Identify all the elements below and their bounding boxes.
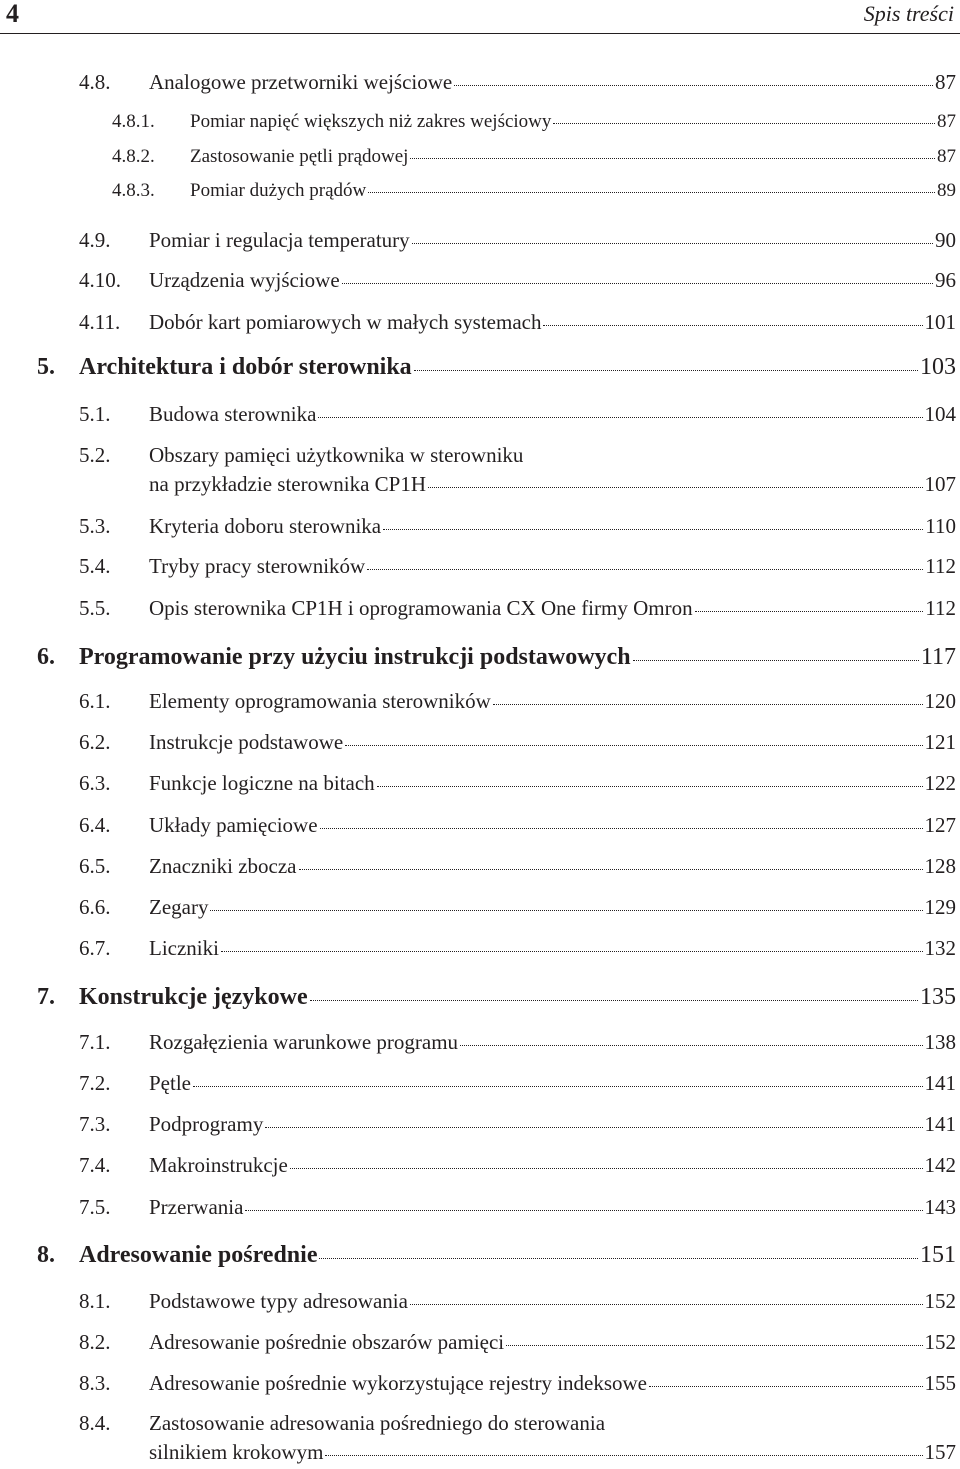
toc-entry[interactable] [79, 1112, 956, 1137]
toc-entry-page: 87 [935, 70, 956, 94]
toc-entry-number: 6.6. [79, 895, 111, 919]
toc-entry-page: 87 [937, 146, 956, 167]
toc-entry-number: 6.7. [79, 936, 111, 960]
toc-entry-page: 112 [925, 554, 956, 578]
toc-entry-page: 141 [924, 1112, 956, 1136]
toc-entry[interactable] [79, 1071, 956, 1096]
toc-entry[interactable] [79, 936, 956, 961]
toc-entry[interactable] [79, 514, 956, 539]
toc-entry-number: 7.5. [79, 1195, 111, 1219]
toc-entry[interactable] [79, 771, 956, 796]
dot-leader [695, 611, 924, 612]
dot-leader [221, 951, 923, 952]
toc-entry-page: 142 [924, 1153, 956, 1177]
toc-entry[interactable] [79, 554, 956, 579]
toc-entry[interactable] [79, 1289, 956, 1314]
toc-entry-number: 7.3. [79, 1112, 111, 1136]
toc-entry-page: 120 [924, 689, 956, 713]
toc-entry-number: 6.2. [79, 730, 111, 754]
toc-entry-number: 4.8. [79, 70, 111, 94]
toc-entry-title: Zegary [149, 895, 209, 919]
toc-entry-number: 4.9. [79, 228, 111, 252]
toc-entry-number: 4.11. [79, 310, 121, 334]
toc-entry-title: Makroinstrukcje [149, 1153, 288, 1177]
toc-entry-page: 101 [924, 310, 956, 334]
toc-entry[interactable] [37, 984, 956, 1011]
toc-entry[interactable] [79, 1371, 956, 1396]
dot-leader [319, 1258, 918, 1259]
toc-entry-number: 5. [37, 354, 55, 380]
toc-entry-title: Instrukcje podstawowe [149, 730, 344, 754]
dot-leader [325, 1455, 922, 1456]
toc-entry-page: 90 [935, 228, 956, 252]
toc-entry-number: 4.8.1. [112, 111, 155, 132]
dot-leader [310, 1000, 918, 1001]
toc-entry-page: 107 [924, 472, 956, 496]
toc-entry-page: 128 [924, 854, 956, 878]
toc-entry-title: Adresowanie pośrednie [79, 1242, 318, 1268]
dot-leader [412, 243, 933, 244]
toc-entry-title: Elementy oprogramowania sterowników [149, 689, 491, 713]
toc-entry-title: Programowanie przy użyciu instrukcji podstawowych [79, 644, 631, 670]
toc-entry-page: 89 [937, 180, 956, 201]
toc-entry-number: 5.3. [79, 514, 111, 538]
dot-leader [410, 158, 935, 159]
toc-entry-number: 8.4. [79, 1411, 111, 1435]
page-number: 4 [6, 0, 19, 28]
toc-entry[interactable] [79, 310, 956, 335]
dot-leader [193, 1086, 923, 1087]
toc-entry-number: 4.8.2. [112, 146, 155, 167]
dot-leader [210, 910, 922, 911]
dot-leader [428, 487, 922, 488]
toc-entry[interactable] [79, 443, 956, 497]
toc-entry-page: 127 [924, 813, 956, 837]
toc-entry-page: 87 [937, 111, 956, 132]
dot-leader [553, 123, 935, 124]
toc-entry[interactable] [37, 1242, 956, 1269]
toc-entry-number: 5.5. [79, 596, 111, 620]
dot-leader [265, 1127, 922, 1128]
toc-entry-title: Konstrukcje językowe [79, 984, 308, 1010]
toc-entry[interactable] [79, 402, 956, 427]
toc-entry-page: 157 [924, 1440, 956, 1464]
toc-entry[interactable] [79, 228, 956, 253]
dot-leader [345, 745, 922, 746]
toc-entry-title: Liczniki [149, 936, 219, 960]
toc-entry-number: 6.3. [79, 771, 111, 795]
toc-entry[interactable] [79, 689, 956, 714]
toc-entry-number: 8.2. [79, 1330, 111, 1354]
dot-leader [290, 1168, 923, 1169]
toc-entry-title: Budowa sterownika [149, 402, 317, 426]
dot-leader [410, 1304, 923, 1305]
toc-entry[interactable] [79, 268, 956, 293]
toc-entry-title: Architektura i dobór sterownika [79, 354, 412, 380]
toc-entry-number: 6.1. [79, 689, 111, 713]
dot-leader [460, 1045, 922, 1046]
toc-entry-number: 4.10. [79, 268, 121, 292]
toc-entry-title: Układy pamięciowe [149, 813, 318, 837]
toc-entry-title: Kryteria doboru sterownika [149, 514, 382, 538]
toc-entry-title: Obszary pamięci użytkownika w sterowniku [149, 443, 524, 467]
toc-entry-page: 135 [920, 984, 956, 1010]
dot-leader [320, 828, 923, 829]
toc-entry-number: 7.1. [79, 1030, 111, 1054]
toc-entry-title: Znaczniki zbocza [149, 854, 297, 878]
toc-entry-title: Rozgałęzienia warunkowe programu [149, 1030, 459, 1054]
toc-entry-number: 7.4. [79, 1153, 111, 1177]
toc-entry[interactable] [112, 146, 956, 168]
toc-entry-number: 7. [37, 984, 55, 1010]
toc-entry-title: Przerwania [149, 1195, 244, 1219]
dot-leader [543, 325, 922, 326]
dot-leader [368, 192, 935, 193]
toc-entry[interactable] [79, 1330, 956, 1355]
toc-entry-page: 143 [924, 1195, 956, 1219]
toc-entry-page: 129 [924, 895, 956, 919]
dot-leader [506, 1345, 922, 1346]
dot-leader [245, 1210, 922, 1211]
toc-entry[interactable] [79, 596, 956, 621]
dot-leader [318, 417, 922, 418]
toc-entry-title: Analogowe przetworniki wejściowe [149, 70, 453, 94]
toc-entry-page: 104 [924, 402, 956, 426]
toc-entry[interactable] [37, 644, 956, 671]
toc-entry-number: 8. [37, 1242, 55, 1268]
dot-leader [454, 85, 933, 86]
toc-entry-page: 122 [924, 771, 956, 795]
toc-entry-title: Pomiar i regulacja temperatury [149, 228, 410, 252]
toc-entry[interactable] [79, 1411, 956, 1465]
toc-entry-title: Tryby pracy sterowników [149, 554, 366, 578]
toc-entry-title: Pomiar dużych prądów [190, 180, 367, 201]
toc-entry-page: 141 [924, 1071, 956, 1095]
toc-entry-number: 5.2. [79, 443, 111, 467]
toc-entry[interactable] [79, 70, 956, 95]
dot-leader [299, 869, 923, 870]
toc-entry-title: Podprogramy [149, 1112, 264, 1136]
toc-entry[interactable] [79, 895, 956, 920]
toc-entry-page: 155 [924, 1371, 956, 1395]
toc-entry-page: 152 [924, 1330, 956, 1354]
toc-entry-number: 5.1. [79, 402, 111, 426]
dot-leader [377, 786, 923, 787]
toc-entry[interactable] [37, 354, 956, 381]
dot-leader [367, 569, 923, 570]
toc-entry-page: 121 [924, 730, 956, 754]
toc-entry-page: 138 [924, 1030, 956, 1054]
toc-entry-title: Podstawowe typy adresowania [149, 1289, 408, 1313]
toc-entry[interactable] [112, 111, 956, 133]
toc-entry-number: 7.2. [79, 1071, 111, 1095]
toc-entry[interactable] [79, 1030, 956, 1055]
page-header [0, 0, 960, 34]
toc-entry-title: Zastosowanie adresowania pośredniego do sterowania [149, 1411, 606, 1435]
toc-entry[interactable] [79, 1195, 956, 1220]
toc-entry-page: 152 [924, 1289, 956, 1313]
toc-entry-page: 151 [920, 1242, 956, 1268]
toc-entry-title-continued: silnikiem krokowym [149, 1440, 324, 1464]
toc-entry-title-continued: na przykładzie sterownika CP1H [149, 472, 427, 496]
toc-entry-number: 5.4. [79, 554, 111, 578]
toc-entry-title: Zastosowanie pętli prądowej [190, 146, 409, 167]
toc-entry-number: 6.5. [79, 854, 111, 878]
dot-leader [414, 370, 918, 371]
dot-leader [493, 704, 923, 705]
toc-entry-number: 6. [37, 644, 55, 670]
toc-entry-page: 110 [925, 514, 956, 538]
toc-entry-number: 4.8.3. [112, 180, 155, 201]
toc-entry-title: Funkcje logiczne na bitach [149, 771, 375, 795]
toc-entry-page: 132 [924, 936, 956, 960]
toc-entry-title: Urządzenia wyjściowe [149, 268, 340, 292]
dot-leader [383, 529, 923, 530]
toc-entry[interactable] [79, 730, 956, 755]
toc-entry-number: 8.3. [79, 1371, 111, 1395]
toc-entry-number: 6.4. [79, 813, 111, 837]
toc-entry-page: 96 [935, 268, 956, 292]
toc-entry-title: Adresowanie pośrednie wykorzystujące rejestry indeksowe [149, 1371, 648, 1395]
dot-leader [649, 1386, 922, 1387]
toc-entry-page: 117 [920, 644, 956, 670]
toc-entry-title: Adresowanie pośrednie obszarów pamięci [149, 1330, 505, 1354]
toc-entry-title: Dobór kart pomiarowych w małych systemach [149, 310, 542, 334]
dot-leader [633, 660, 919, 661]
dot-leader [342, 283, 933, 284]
toc-entry-title: Pętle [149, 1071, 191, 1095]
toc-entry-page: 103 [920, 354, 956, 380]
toc-entry[interactable] [79, 854, 956, 879]
toc-entry-number: 8.1. [79, 1289, 111, 1313]
toc-entry[interactable] [79, 1153, 956, 1178]
running-title: Spis treści [863, 1, 954, 26]
toc-entry-title: Opis sterownika CP1H i oprogramowania CX One firmy Omron [149, 596, 693, 620]
toc-entry-page: 112 [925, 596, 956, 620]
toc-entry-title: Pomiar napięć większych niż zakres wejściowy [190, 111, 552, 132]
toc-entry[interactable] [112, 180, 956, 202]
toc-entry[interactable] [79, 813, 956, 838]
